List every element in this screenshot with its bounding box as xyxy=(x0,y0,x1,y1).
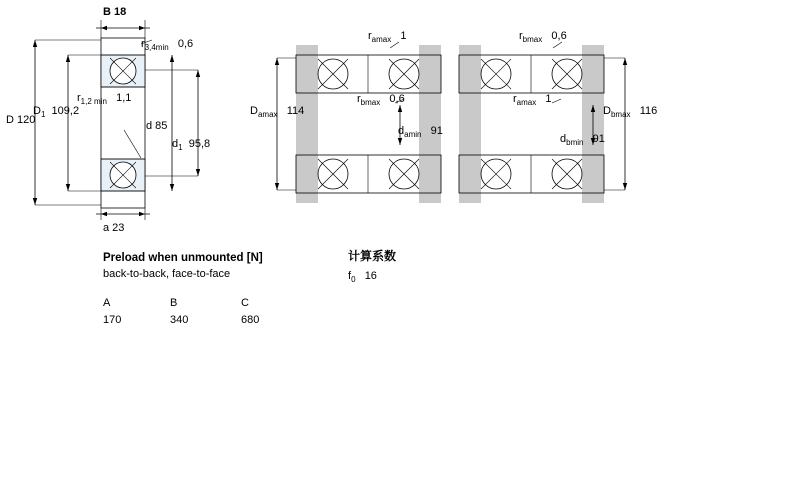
preload-title: Preload when unmounted [N] xyxy=(103,252,263,264)
label-Dbmax: $D_{bmax}$ 116 xyxy=(603,105,658,120)
label-D1: $D_1$ 109,2 xyxy=(33,105,80,120)
label-ramax-right: $r_{amax}$ 1 xyxy=(513,93,552,108)
calc-factor-value: $f_0$ 16 xyxy=(348,270,377,285)
label-damin: $d_{amin}$ 91 xyxy=(398,125,443,140)
preload-col-C: C xyxy=(241,297,249,309)
preload-val-C: 680 xyxy=(241,314,260,326)
label-r34min: $r_{3,4min}$ 0,6 xyxy=(141,38,194,53)
label-ramax-left: $r_{amax}$ 1 xyxy=(368,30,407,45)
label-r12min: $r_{1,2 min}$ 1,1 xyxy=(77,92,132,107)
label-Damax: $D_{amax}$ 114 xyxy=(250,105,305,120)
calc-factor-title: 计算系数 xyxy=(348,249,397,263)
label-rbmax-left: $r_{bmax}$ 0,6 xyxy=(357,93,405,108)
preload-col-B: B xyxy=(170,297,178,309)
label-B: B 18 xyxy=(103,6,127,18)
preload-col-A: A xyxy=(103,297,111,309)
label-rbmax-right: $r_{bmax}$ 0,6 xyxy=(519,30,567,45)
label-a: a 23 xyxy=(103,222,125,234)
preload-subtitle: back-to-back, face-to-face xyxy=(103,268,231,280)
label-dbmin: $d_{bmin}$ 91 xyxy=(560,133,605,148)
preload-val-B: 340 xyxy=(170,314,189,326)
preload-val-A: 170 xyxy=(103,314,122,326)
label-d: d 85 xyxy=(146,120,168,132)
label-D: D 120 xyxy=(6,114,36,126)
label-d1: $d_1$ 95,8 xyxy=(172,138,211,153)
